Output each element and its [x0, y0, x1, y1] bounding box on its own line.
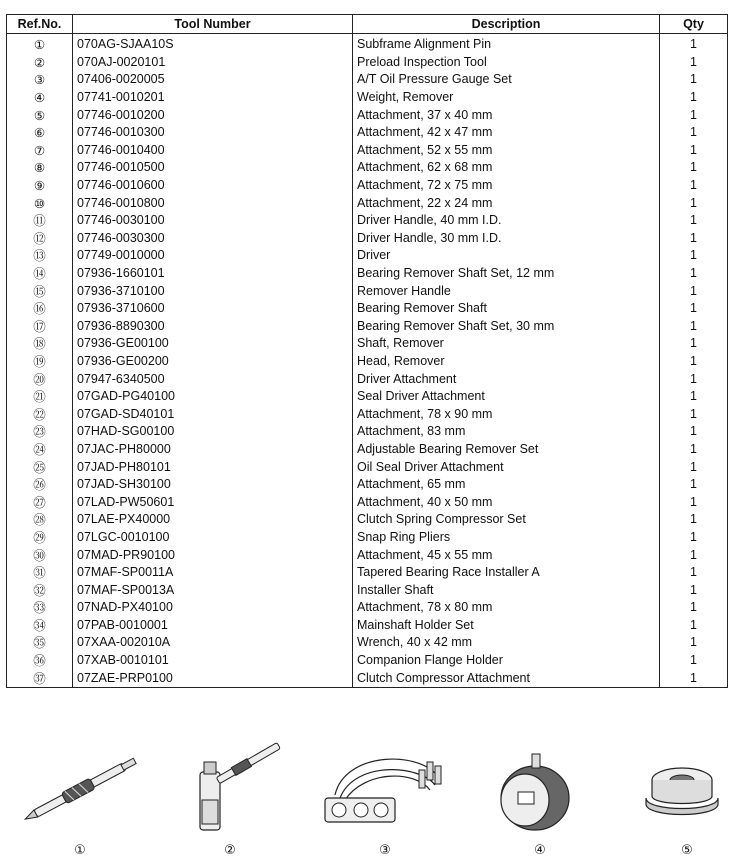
- table-row: [7, 441, 728, 459]
- attachment-icon: [612, 740, 739, 840]
- table-row: [7, 318, 728, 336]
- tool-number-cell: 07741-0010201: [73, 89, 353, 107]
- tool-number-cell: 07ZAE-PRP0100: [73, 669, 353, 687]
- table-row: [7, 599, 728, 617]
- table-row: [7, 282, 728, 300]
- description-cell: Clutch Spring Compressor Set: [353, 511, 660, 529]
- table-row: [7, 458, 728, 476]
- description-cell: Clutch Compressor Attachment: [353, 669, 660, 687]
- description-cell: Attachment, 40 x 50 mm: [353, 493, 660, 511]
- table-row: [7, 652, 728, 670]
- description-cell: Weight, Remover: [353, 89, 660, 107]
- tool-number-cell: 07746-0010500: [73, 159, 353, 177]
- qty-cell: 1: [660, 71, 728, 89]
- tool-number-cell: 07MAF-SP0013A: [73, 581, 353, 599]
- tool-number-cell: 07NAD-PX40100: [73, 599, 353, 617]
- tool-number-cell: 07936-GE00100: [73, 335, 353, 353]
- tool-number-cell: 07936-3710600: [73, 300, 353, 318]
- illustration-alignment-pin: [10, 740, 150, 840]
- description-cell: Installer Shaft: [353, 581, 660, 599]
- tool-number-cell: 07749-0010000: [73, 247, 353, 265]
- pressure-gauge-set-icon: [315, 740, 455, 840]
- tool-number-cell: 07746-0010300: [73, 124, 353, 142]
- table-row: [7, 529, 728, 547]
- qty-cell: 1: [660, 599, 728, 617]
- ref-no-cell: ⑩: [7, 194, 73, 212]
- qty-cell: 1: [660, 300, 728, 318]
- ref-no-cell: ⑭: [7, 265, 73, 283]
- tool-number-cell: 07LGC-0010100: [73, 529, 353, 547]
- tool-number-cell: 07HAD-SG00100: [73, 423, 353, 441]
- ref-no-cell: ⑤: [7, 106, 73, 124]
- description-cell: Driver Handle, 30 mm I.D.: [353, 230, 660, 248]
- table-row: [7, 300, 728, 318]
- table-row: [7, 335, 728, 353]
- description-cell: Attachment, 78 x 80 mm: [353, 599, 660, 617]
- qty-cell: 1: [660, 106, 728, 124]
- table-row: [7, 581, 728, 599]
- table-row: [7, 230, 728, 248]
- description-cell: Oil Seal Driver Attachment: [353, 458, 660, 476]
- table-row: [7, 476, 728, 494]
- ref-no-cell: ⑥: [7, 124, 73, 142]
- tool-number-cell: 070AJ-0020101: [73, 54, 353, 72]
- ref-no-cell: ⑯: [7, 300, 73, 318]
- description-cell: Preload Inspection Tool: [353, 54, 660, 72]
- table-row: [7, 89, 728, 107]
- qty-cell: 1: [660, 177, 728, 195]
- ref-no-cell: ㉟: [7, 634, 73, 652]
- ref-no-cell: ㉓: [7, 423, 73, 441]
- table-row: [7, 353, 728, 371]
- ref-no-cell: ㉔: [7, 441, 73, 459]
- ref-no-cell: ㉚: [7, 546, 73, 564]
- description-cell: Head, Remover: [353, 353, 660, 371]
- tool-number-cell: 07JAD-SH30100: [73, 476, 353, 494]
- tool-number-cell: 07JAD-PH80101: [73, 458, 353, 476]
- qty-cell: 1: [660, 353, 728, 371]
- ref-no-cell: ㉛: [7, 564, 73, 582]
- tool-number-cell: 07XAA-002010A: [73, 634, 353, 652]
- tool-number-cell: 07JAC-PH80000: [73, 441, 353, 459]
- qty-cell: 1: [660, 634, 728, 652]
- qty-cell: 1: [660, 441, 728, 459]
- tool-number-cell: 07746-0010800: [73, 194, 353, 212]
- ref-no-cell: ⑲: [7, 353, 73, 371]
- qty-cell: 1: [660, 564, 728, 582]
- description-cell: Bearing Remover Shaft Set, 30 mm: [353, 318, 660, 336]
- tool-number-cell: 07LAD-PW50601: [73, 493, 353, 511]
- ref-no-cell: ⑰: [7, 318, 73, 336]
- ref-no-cell: ㉜: [7, 581, 73, 599]
- tool-number-cell: 07936-3710100: [73, 282, 353, 300]
- special-tools-table: [6, 14, 728, 688]
- qty-cell: 1: [660, 212, 728, 230]
- ref-no-cell: ⑦: [7, 142, 73, 160]
- caption-4: ④: [534, 843, 546, 858]
- ref-no-cell: ㉕: [7, 458, 73, 476]
- ref-no-cell: ㉑: [7, 388, 73, 406]
- caption-3: ③: [379, 843, 391, 858]
- description-cell: Wrench, 40 x 42 mm: [353, 634, 660, 652]
- qty-cell: 1: [660, 335, 728, 353]
- qty-cell: 1: [660, 318, 728, 336]
- table-body: [7, 34, 728, 688]
- table-row: [7, 265, 728, 283]
- qty-cell: 1: [660, 265, 728, 283]
- tool-number-cell: 07PAB-0010001: [73, 617, 353, 635]
- qty-cell: 1: [660, 405, 728, 423]
- description-cell: Seal Driver Attachment: [353, 388, 660, 406]
- tool-number-cell: 07LAE-PX40000: [73, 511, 353, 529]
- ref-no-cell: ①: [7, 34, 73, 54]
- ref-no-cell: ⑧: [7, 159, 73, 177]
- tool-number-cell: 07406-0020005: [73, 71, 353, 89]
- header-ref-no: Ref.No.: [7, 15, 73, 34]
- description-cell: Adjustable Bearing Remover Set: [353, 441, 660, 459]
- qty-cell: 1: [660, 581, 728, 599]
- ref-no-cell: ③: [7, 71, 73, 89]
- tool-number-cell: 07936-GE00200: [73, 353, 353, 371]
- tool-number-cell: 07GAD-SD40101: [73, 405, 353, 423]
- ref-no-cell: ㉗: [7, 493, 73, 511]
- description-cell: Snap Ring Pliers: [353, 529, 660, 547]
- table-row: [7, 370, 728, 388]
- alignment-pin-icon: [10, 740, 150, 840]
- caption-1: ①: [74, 843, 86, 858]
- tool-number-cell: 07XAB-0010101: [73, 652, 353, 670]
- ref-no-cell: ⑱: [7, 335, 73, 353]
- qty-cell: 1: [660, 142, 728, 160]
- ref-no-cell: ㊲: [7, 669, 73, 687]
- ref-no-cell: ㊱: [7, 652, 73, 670]
- table-row: [7, 564, 728, 582]
- header-qty: Qty: [660, 15, 728, 34]
- table-row: [7, 212, 728, 230]
- illustration-preload-tool: [160, 740, 300, 840]
- description-cell: A/T Oil Pressure Gauge Set: [353, 71, 660, 89]
- ref-no-cell: ㉖: [7, 476, 73, 494]
- header-tool-number: Tool Number: [73, 15, 353, 34]
- table-row: [7, 405, 728, 423]
- ref-no-cell: ㉘: [7, 511, 73, 529]
- tool-number-cell: 07MAD-PR90100: [73, 546, 353, 564]
- table-row: [7, 106, 728, 124]
- tool-number-cell: 07746-0030300: [73, 230, 353, 248]
- description-cell: Attachment, 62 x 68 mm: [353, 159, 660, 177]
- table-row: [7, 54, 728, 72]
- table-row: [7, 159, 728, 177]
- qty-cell: 1: [660, 124, 728, 142]
- description-cell: Driver: [353, 247, 660, 265]
- table-row: [7, 423, 728, 441]
- preload-tool-icon: [160, 740, 300, 840]
- ref-no-cell: ②: [7, 54, 73, 72]
- caption-5: ⑤: [681, 843, 693, 858]
- description-cell: Driver Attachment: [353, 370, 660, 388]
- ref-no-cell: ⑫: [7, 230, 73, 248]
- qty-cell: 1: [660, 54, 728, 72]
- table-header-row: [7, 15, 728, 34]
- table-row: [7, 34, 728, 54]
- illustration-attachment: [612, 740, 739, 840]
- qty-cell: 1: [660, 493, 728, 511]
- qty-cell: 1: [660, 34, 728, 54]
- ref-no-cell: ④: [7, 89, 73, 107]
- table-row: [7, 388, 728, 406]
- description-cell: Attachment, 78 x 90 mm: [353, 405, 660, 423]
- qty-cell: 1: [660, 423, 728, 441]
- qty-cell: 1: [660, 669, 728, 687]
- description-cell: Attachment, 83 mm: [353, 423, 660, 441]
- description-cell: Remover Handle: [353, 282, 660, 300]
- table-row: [7, 546, 728, 564]
- tool-number-cell: 07746-0030100: [73, 212, 353, 230]
- illustration-weight-remover: [470, 740, 610, 840]
- table-row: [7, 617, 728, 635]
- weight-remover-icon: [470, 740, 610, 840]
- tool-number-cell: 07MAF-SP0011A: [73, 564, 353, 582]
- qty-cell: 1: [660, 511, 728, 529]
- qty-cell: 1: [660, 388, 728, 406]
- table-row: [7, 124, 728, 142]
- ref-no-cell: ㉒: [7, 405, 73, 423]
- table-row: [7, 634, 728, 652]
- ref-no-cell: ㉞: [7, 617, 73, 635]
- table-row: [7, 71, 728, 89]
- ref-no-cell: ㉝: [7, 599, 73, 617]
- tool-number-cell: 07947-6340500: [73, 370, 353, 388]
- description-cell: Driver Handle, 40 mm I.D.: [353, 212, 660, 230]
- header-description: Description: [353, 15, 660, 34]
- table-row: [7, 142, 728, 160]
- description-cell: Attachment, 65 mm: [353, 476, 660, 494]
- qty-cell: 1: [660, 458, 728, 476]
- ref-no-cell: ⑳: [7, 370, 73, 388]
- ref-no-cell: ⑬: [7, 247, 73, 265]
- description-cell: Companion Flange Holder: [353, 652, 660, 670]
- qty-cell: 1: [660, 282, 728, 300]
- tool-number-cell: 07936-1660101: [73, 265, 353, 283]
- tool-number-cell: 07746-0010400: [73, 142, 353, 160]
- caption-2: ②: [224, 843, 236, 858]
- table-row: [7, 669, 728, 687]
- description-cell: Shaft, Remover: [353, 335, 660, 353]
- tool-number-cell: 07GAD-PG40100: [73, 388, 353, 406]
- description-cell: Attachment, 22 x 24 mm: [353, 194, 660, 212]
- description-cell: Mainshaft Holder Set: [353, 617, 660, 635]
- qty-cell: 1: [660, 546, 728, 564]
- description-cell: Attachment, 45 x 55 mm: [353, 546, 660, 564]
- qty-cell: 1: [660, 89, 728, 107]
- qty-cell: 1: [660, 652, 728, 670]
- ref-no-cell: ㉙: [7, 529, 73, 547]
- tool-number-cell: 07746-0010200: [73, 106, 353, 124]
- description-cell: Subframe Alignment Pin: [353, 34, 660, 54]
- qty-cell: 1: [660, 194, 728, 212]
- illustration-pressure-gauge-set: [315, 740, 455, 840]
- qty-cell: 1: [660, 370, 728, 388]
- table-row: [7, 177, 728, 195]
- tool-number-cell: 07936-8890300: [73, 318, 353, 336]
- ref-no-cell: ⑨: [7, 177, 73, 195]
- qty-cell: 1: [660, 476, 728, 494]
- table-row: [7, 511, 728, 529]
- ref-no-cell: ⑪: [7, 212, 73, 230]
- description-cell: Bearing Remover Shaft Set, 12 mm: [353, 265, 660, 283]
- description-cell: Attachment, 72 x 75 mm: [353, 177, 660, 195]
- tool-number-cell: 07746-0010600: [73, 177, 353, 195]
- table-row: [7, 247, 728, 265]
- description-cell: Tapered Bearing Race Installer A: [353, 564, 660, 582]
- qty-cell: 1: [660, 230, 728, 248]
- qty-cell: 1: [660, 159, 728, 177]
- description-cell: Attachment, 37 x 40 mm: [353, 106, 660, 124]
- tool-number-cell: 070AG-SJAA10S: [73, 34, 353, 54]
- table-row: [7, 493, 728, 511]
- qty-cell: 1: [660, 247, 728, 265]
- qty-cell: 1: [660, 529, 728, 547]
- description-cell: Attachment, 42 x 47 mm: [353, 124, 660, 142]
- description-cell: Attachment, 52 x 55 mm: [353, 142, 660, 160]
- ref-no-cell: ⑮: [7, 282, 73, 300]
- description-cell: Bearing Remover Shaft: [353, 300, 660, 318]
- qty-cell: 1: [660, 617, 728, 635]
- table-row: [7, 194, 728, 212]
